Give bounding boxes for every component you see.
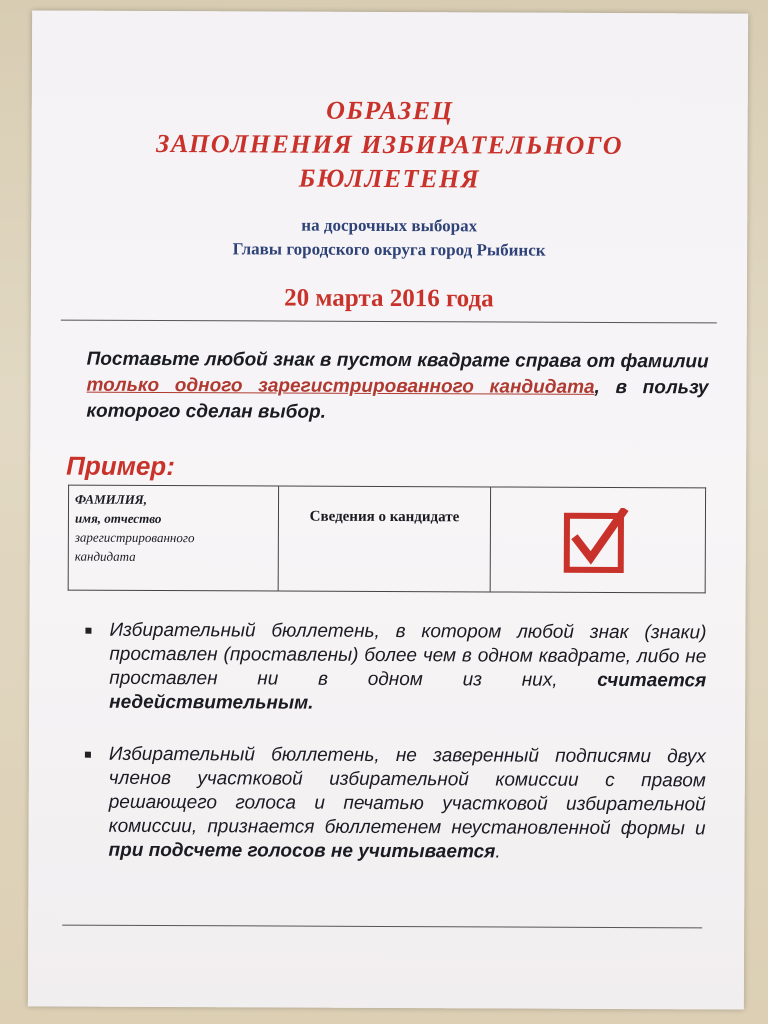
subtitle-line: Главы городского округа город Рыбинск — [232, 239, 546, 260]
cell-line-registered: зарегистрированного — [74, 529, 195, 546]
instruction-highlight: только одного зарегистрированного кандидата — [86, 374, 595, 398]
instruction-text — [86, 347, 708, 428]
cell-line-name: имя, отчество — [74, 510, 162, 527]
divider-bottom — [62, 925, 702, 929]
bullet-icon — [85, 752, 91, 758]
example-ballot-table — [68, 485, 706, 594]
instruction-part1: Поставьте любой знак в пустом квадрате справа от фамилии — [86, 348, 709, 373]
mark-cell — [490, 487, 705, 593]
bullet-text: Избирательный бюллетень, не заверенный подписями двух членов участковой избирательной комиссии с правом решающего голоса и печатью участковой избирательной комиссии, признается бюллетенем неустановленной формы и — [108, 743, 706, 840]
ballot-sample-sheet — [28, 10, 748, 1009]
list-item — [80, 743, 706, 866]
bullet-tail: . — [495, 841, 501, 863]
bullet-icon — [85, 628, 91, 634]
bullet-bold-text: при подсчете голосов не учитывается — [108, 839, 496, 863]
candidate-name-cell — [68, 485, 278, 591]
table-row — [68, 485, 705, 593]
divider-top — [61, 320, 717, 324]
bullet-text: Избирательный бюллетень, в котором любой знак (знаки) проставлен (проставлены) более чем в одном квадрате, либо не проставлен ни в одном из них, — [109, 619, 707, 691]
example-label: Пример: — [66, 450, 175, 482]
cell-line-surname: ФАМИЛИЯ, — [75, 491, 148, 507]
title-line: БЮЛЛЕТЕНЯ — [298, 163, 481, 194]
document-title — [31, 92, 747, 197]
checkmark-icon — [563, 508, 629, 574]
rules-list — [80, 619, 706, 866]
candidate-info-cell: Сведения о кандидате — [278, 486, 490, 592]
bullet-bold-text: считается недействительным — [109, 669, 707, 714]
election-subtitle — [31, 212, 747, 263]
cell-line-candidate: кандидата — [74, 548, 136, 564]
subtitle-line: на досрочных выборах — [301, 215, 478, 236]
list-item — [81, 619, 706, 718]
instruction-part2: , в пользу которого сделан выбор. — [86, 376, 709, 423]
title-line: ЗАПОЛНЕНИЯ ИЗБИРАТЕЛЬНОГО — [156, 128, 624, 161]
title-line: ОБРАЗЕЦ — [326, 95, 454, 126]
bullet-tail: . — [308, 692, 314, 714]
election-date: 20 марта 2016 года — [284, 284, 494, 313]
